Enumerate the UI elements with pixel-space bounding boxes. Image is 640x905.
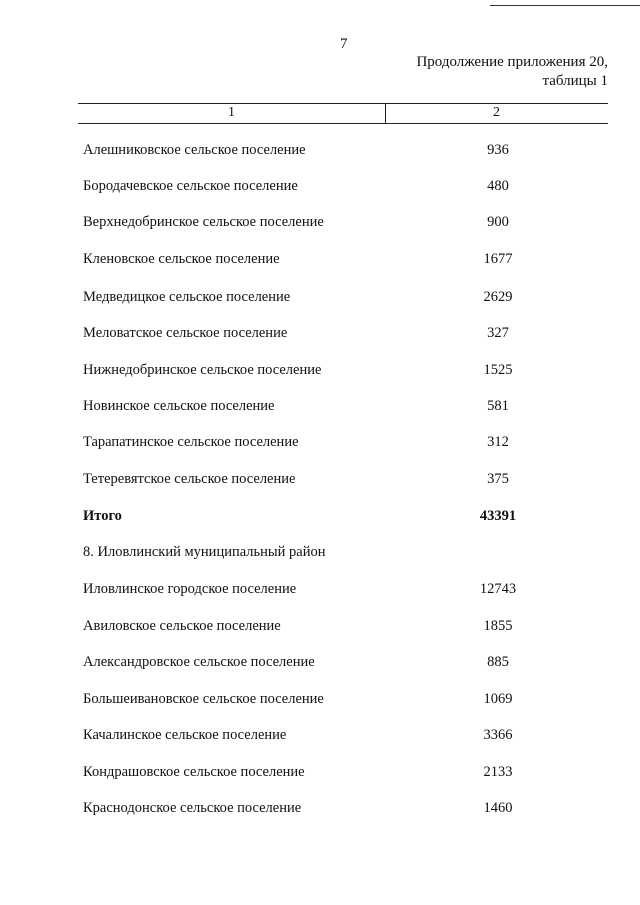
settlement-value: 1677 bbox=[483, 251, 513, 267]
settlement-value: 1855 bbox=[483, 618, 513, 634]
settlement-value: 2629 bbox=[483, 289, 513, 305]
settlement-value: 900 bbox=[487, 214, 509, 230]
total-row bbox=[0, 508, 640, 528]
settlement-name: Иловлинское городское поселение bbox=[83, 581, 297, 597]
settlement-value: 375 bbox=[487, 471, 509, 487]
page-number: 7 bbox=[340, 36, 348, 52]
settlement-value: 885 bbox=[487, 654, 509, 670]
table-row bbox=[0, 471, 640, 491]
settlement-value: 480 bbox=[487, 178, 509, 194]
table-row bbox=[0, 142, 640, 162]
table-row bbox=[0, 434, 640, 454]
settlement-name: Бородачевское сельское поселение bbox=[83, 178, 298, 194]
table-row bbox=[0, 251, 640, 271]
settlement-value: 581 bbox=[487, 398, 509, 414]
settlement-value: 312 bbox=[487, 434, 509, 450]
settlement-name: Краснодонское сельское поселение bbox=[83, 800, 302, 816]
section-heading-row bbox=[0, 544, 640, 564]
column-header-2: 2 bbox=[493, 105, 500, 120]
settlement-name: Кленовское сельское поселение bbox=[83, 251, 280, 267]
settlement-name: Кондрашовское сельское поселение bbox=[83, 764, 305, 780]
settlement-name: Тетеревятское сельское поселение bbox=[83, 471, 296, 487]
district-heading: 8. Иловлинский муниципальный район bbox=[83, 544, 326, 560]
settlement-value: 1069 bbox=[483, 691, 513, 707]
table-row bbox=[0, 362, 640, 382]
settlement-value: 936 bbox=[487, 142, 509, 158]
table-row bbox=[0, 727, 640, 747]
column-header-1: 1 bbox=[228, 105, 235, 120]
table-row bbox=[0, 691, 640, 711]
table-row bbox=[0, 800, 640, 820]
table-row bbox=[0, 214, 640, 234]
settlement-value: 327 bbox=[487, 325, 509, 341]
table-row bbox=[0, 398, 640, 418]
settlement-name: Тарапатинское сельское поселение bbox=[83, 434, 299, 450]
settlement-name: Качалинское сельское поселение bbox=[83, 727, 287, 743]
table-row bbox=[0, 178, 640, 198]
appendix-reference-line-2: таблицы 1 bbox=[542, 73, 608, 89]
settlement-value: 12743 bbox=[479, 581, 517, 597]
settlement-name: Алешниковское сельское поселение bbox=[83, 142, 306, 158]
settlement-name: Большеивановское сельское поселение bbox=[83, 691, 324, 707]
table-row bbox=[0, 289, 640, 309]
settlement-name: Верхнедобринское сельское поселение bbox=[83, 214, 324, 230]
settlement-value: 2133 bbox=[483, 764, 513, 780]
top-rule bbox=[490, 5, 640, 6]
table-row bbox=[0, 325, 640, 345]
total-value: 43391 bbox=[479, 508, 517, 524]
appendix-reference-line-1: Продолжение приложения 20, bbox=[416, 54, 608, 70]
settlement-name: Нижнедобринское сельское поселение bbox=[83, 362, 322, 378]
table-row bbox=[0, 654, 640, 674]
table-row bbox=[0, 618, 640, 638]
table-header bbox=[78, 103, 608, 124]
table-row bbox=[0, 764, 640, 784]
settlement-name: Медведицкое сельское поселение bbox=[83, 289, 291, 305]
settlement-name: Александровское сельское поселение bbox=[83, 654, 315, 670]
table-row bbox=[0, 581, 640, 601]
settlement-value: 1525 bbox=[483, 362, 513, 378]
settlement-name: Новинское сельское поселение bbox=[83, 398, 275, 414]
appendix-reference bbox=[416, 53, 608, 91]
settlement-value: 3366 bbox=[483, 727, 513, 743]
total-label: Итого bbox=[83, 508, 122, 524]
settlement-name: Меловатское сельское поселение bbox=[83, 325, 288, 341]
settlement-name: Авиловское сельское поселение bbox=[83, 618, 281, 634]
settlement-value: 1460 bbox=[483, 800, 513, 816]
